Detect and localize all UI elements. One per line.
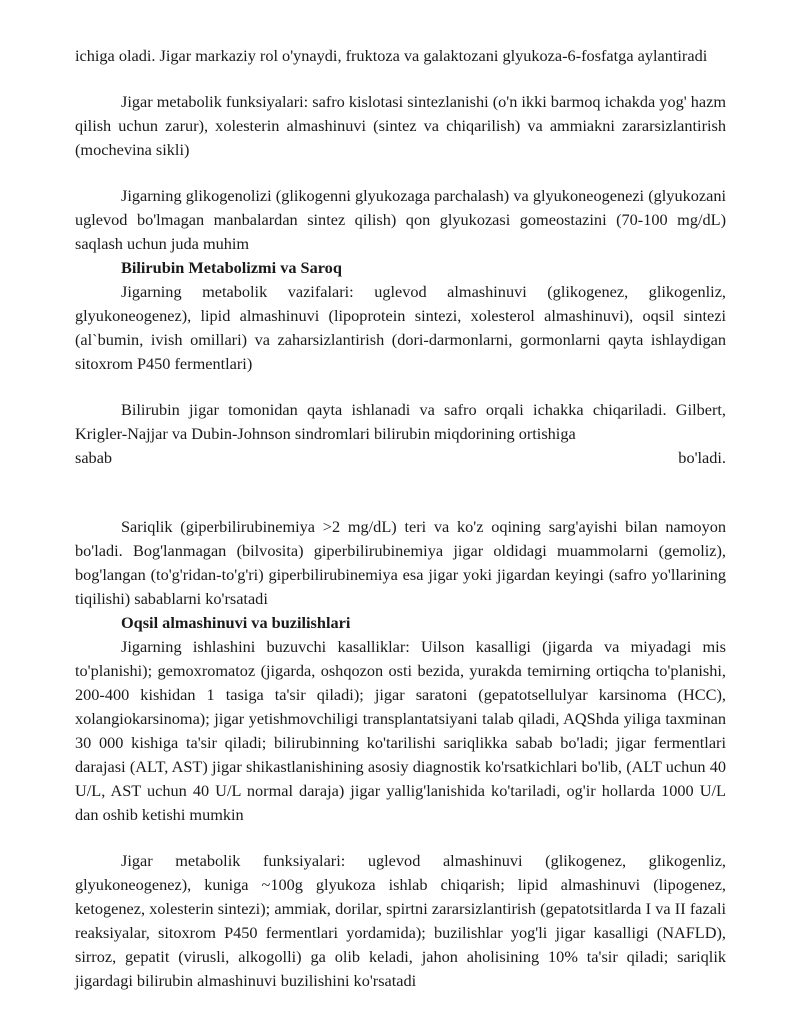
paragraph-7: Jigarning ishlashini buzuvchi kasalliklar: Uilson kasalligi (jigarda va miyadagi mis to'planishi); gemoxromatoz (jigarda, oshqozon osti bezida, yurakda temirning ortiqcha to'planishi, 200-400 kishidan 1 tasiga ta'sir qiladi); jigar saratoni (gepatotsellulyar karsinoma (HCC), xolangiokarsinoma); jigar yetishmovchiligi transplantatsiyani talab qiladi, AQShda yiliga taxminan 30 000 kishiga ta'sir qiladi; bilirubinning ko'tarilishi sariqlikka sabab bo'ladi; jigar fermentlari darajasi (ALT, AST) jigar shikastlanishining asosiy diagnostik ko'rsatkichlari bo'lib, (ALT uchun 40 U/L, AST uchun 40 U/L normal daraja) jigar yallig'lanishida ko'tariladi, og'ir hollarda 1000 U/L dan oshib ketishi mumkin [75,637,726,824]
paragraph-5-last-right: bo'ladi. [678,448,726,467]
paragraph-3: Jigarning glikogenolizi (glikogenni glyukozaga parchalash) va glyukoneogenezi (glyukozani uglevod bo'lmagan manbalardan sintez qilish) qon glyukozasi gomeostazini (70-100 mg/dL) saqlash uchun juda muhim [75,186,726,253]
paragraph-5-body: Bilirubin jigar tomonidan qayta ishlanadi va safro orqali ichakka chiqariladi. Gilbert, Krigler-Najjar va Dubin-Johnson sindromlari bilirubin miqdorining ortishiga [75,400,726,443]
paragraph-6: Sariqlik (giperbilirubinemiya >2 mg/dL) teri va ko'z oqining sarg'ayishi bilan namoyon bo'ladi. Bog'lanmagan (bilvosita) giperbilirubinemiya jigar oldidagi muammolarni (gemoliz), bog'langan (to'g'ridan-to'g'ri) giperbilirubinemiya esa jigar yoki jigardan keyingi (safro yo'llarining tiqilishi) sabablarni ko'rsatadi [75,517,726,608]
paragraph-5-last-line [75,446,726,470]
paragraph-8: Jigar metabolik funksiyalari: uglevod almashinuvi (glikogenez, glikogenliz, glyukoneogenez), kuniga ~100g glyukoza ishlab chiqarish; lipid almashinuvi (lipogenez, ketogenez, xolesterin sintezi); ammiak, dorilar, spirtni zararsizlantirish (gepatotsitlarda I va II fazali reaksiyalar, sitoxrom P450 fermentlari yordamida); buzilishlar yog'li jigar kasalligi (NAFLD), sirroz, gepatit (virusli, alkogolli) ga olib keladi, jahon aholisining 10% ta'sir qiladi; sariqlik jigardagi bilirubin almashinuvi buzilishini ko'rsatadi [75,851,726,990]
section-heading-protein: Oqsil almashinuvi va buzilishlari [121,613,351,632]
paragraph-2: Jigar metabolik funksiyalari: safro kislotasi sintezlanishi (o'n ikki barmoq ichakda yog' hazm qilish uchun zarur), xolesterin almashinuvi (sintez va chiqarilish) va ammiakni zararsizlantirish (mochevina sikli) [75,92,726,159]
document-page [75,44,726,993]
paragraph-5 [75,398,726,470]
paragraph-5-last-left: sabab [75,448,113,467]
paragraph-4: Jigarning metabolik vazifalari: uglevod almashinuvi (glikogenez, glikogenliz, glyukoneogenez), lipid almashinuvi (lipoprotein sintezi, xolesterol almashinuvi), oqsil sintezi (al`bumin, ivish omillari) va zaharsizlantirish (dori-darmonlarni, gormonlarni qayta ishlaydigan sitoxrom P450 fermentlari) [75,282,726,373]
section-heading-bilirubin: Bilirubin Metabolizmi va Saroq [121,258,342,277]
paragraph-1: ichiga oladi. Jigar markaziy rol o'ynaydi, fruktoza va galaktozani glyukoza-6-fosfatga aylantiradi [75,46,708,65]
